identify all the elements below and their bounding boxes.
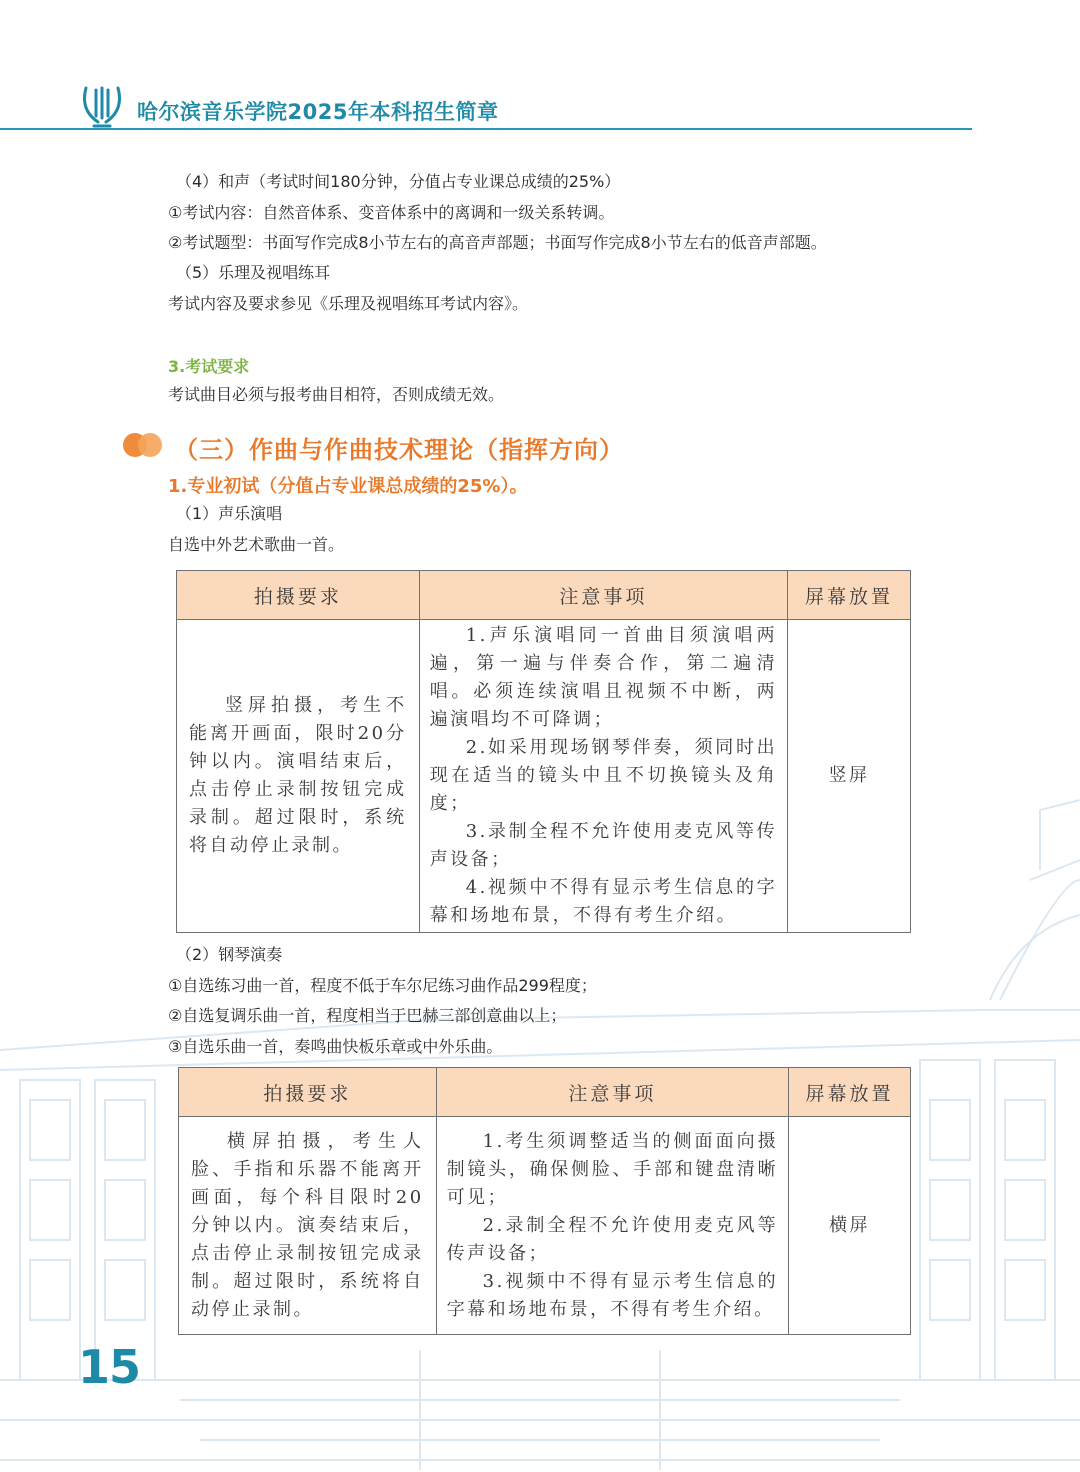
screen-orientation-cell: 横屏 [789, 1117, 911, 1335]
solfege-heading: （5）乐理及视唱练耳 [176, 263, 331, 282]
table-header-row [179, 1068, 911, 1117]
table-row [179, 1117, 911, 1335]
harmony-content: ①考试内容：自然音体系、变音体系中的离调和一级关系转调。 [168, 203, 615, 222]
note-item: 4.视频中不得有显示考生信息的字幕和场地布景，不得有考生介绍。 [429, 877, 778, 926]
screen-orientation-cell: 竖屏 [788, 620, 911, 933]
piano-item-2: ②自选复调乐曲一首，程度相当于巴赫三部创意曲以上； [168, 1006, 567, 1025]
note-item: 2.录制全程不允许使用麦克风等传声设备； [446, 1214, 779, 1264]
notes-cell [436, 1117, 788, 1335]
harmony-question-type: ②考试题型：书面写作完成8小节左右的高音声部题；书面写作完成8小节左右的低音声部题。 [168, 233, 827, 252]
piano-item-3: ③自选乐曲一首，奏鸣曲快板乐章或中外乐曲。 [168, 1037, 503, 1056]
table-header-row [177, 571, 911, 620]
lyre-logo-icon [80, 82, 124, 130]
table-header-cell: 注意事项 [419, 571, 787, 620]
piano-filming-table [178, 1067, 911, 1335]
note-item: 1.声乐演唱同一首曲目须演唱两遍，第一遍与伴奏合作，第二遍清唱。必须连续演唱且视频不中断，两遍演唱均不可降调； [429, 625, 778, 730]
filming-requirement-cell [179, 1117, 437, 1335]
note-item: 1.考生须调整适当的侧面面向摄制镜头，确保侧脸、手部和键盘清晰可见； [446, 1130, 779, 1208]
piano-heading: （2）钢琴演奏 [176, 945, 283, 964]
filming-requirement-text: 竖屏拍摄，考生不能离开画面，限时20分钟以内。演唱结束后，点击停止录制按钮完成录制。超过限时，系统将自动停止录制。 [189, 695, 407, 856]
vocal-heading: （1）声乐演唱 [176, 504, 283, 523]
section-subtitle: 1.专业初试（分值占专业课总成绩的25%）。 [168, 476, 528, 497]
document-title: 哈尔滨音乐学院2025年本科招生简章 [137, 100, 499, 124]
harmony-heading: （4）和声（考试时间180分钟，分值占专业课总成绩的25%） [176, 172, 621, 191]
solfege-content: 考试内容及要求参见《乐理及视唱练耳考试内容》。 [168, 294, 529, 313]
table-row [177, 620, 911, 933]
filming-requirement-text: 横屏拍摄，考生人脸、手指和乐器不能离开画面，每个科目限时20分钟以内。演奏结束后，点击停止录制按钮完成录制。超过限时，系统将自动停止录制。 [191, 1130, 424, 1320]
filming-requirement-cell [177, 620, 420, 933]
note-item: 3.录制全程不允许使用麦克风等传声设备； [429, 821, 778, 870]
table-header-cell: 注意事项 [436, 1068, 788, 1117]
table-header-cell: 拍摄要求 [177, 571, 420, 620]
page-number: 15 [78, 1340, 141, 1394]
exam-requirement-heading: 3.考试要求 [168, 357, 250, 376]
note-item: 2.如采用现场钢琴伴奏，须同时出现在适当的镜头中且不切换镜头及角度； [429, 737, 778, 814]
table-header-cell: 屏幕放置 [789, 1068, 911, 1117]
table-header-cell: 拍摄要求 [179, 1068, 437, 1117]
piano-item-1: ①自选练习曲一首，程度不低于车尔尼练习曲作品299程度； [168, 976, 597, 995]
table-header-cell: 屏幕放置 [788, 571, 911, 620]
exam-requirement-content: 考试曲目必须与报考曲目相符，否则成绩无效。 [168, 385, 505, 404]
vocal-content: 自选中外艺术歌曲一首。 [168, 535, 345, 554]
section-title: （三）作曲与作曲技术理论（指挥方向） [174, 436, 624, 464]
note-item: 3.视频中不得有显示考生信息的字幕和场地布景，不得有考生介绍。 [446, 1270, 779, 1320]
vocal-filming-table [176, 570, 911, 933]
orange-dots-icon [123, 433, 165, 457]
notes-cell [419, 620, 787, 933]
header-divider [0, 128, 972, 130]
